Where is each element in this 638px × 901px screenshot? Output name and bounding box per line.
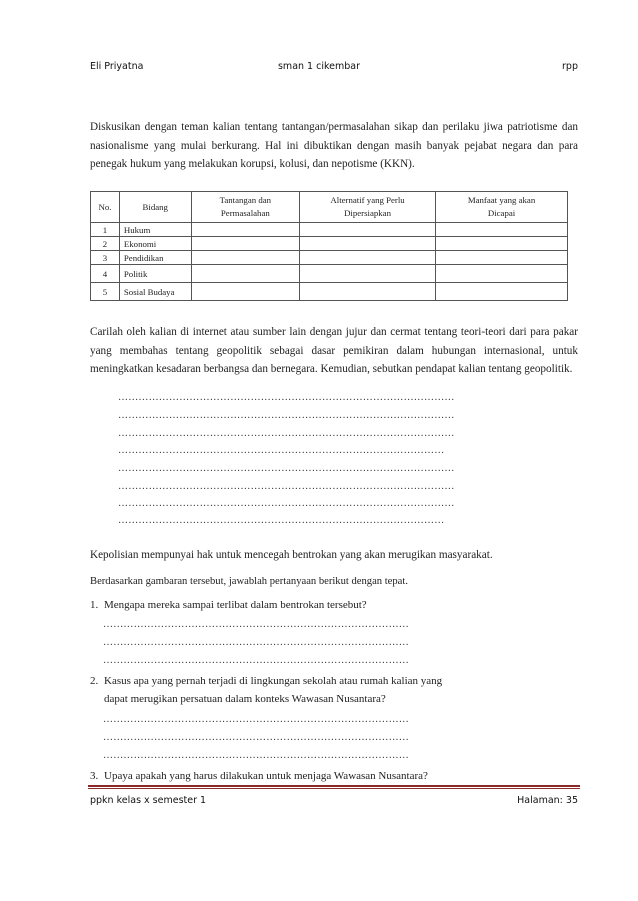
question-3: 3. Upaya apakah yang harus dilakukan untuk menjaga Wawasan Nusantara? [90, 770, 428, 782]
table-cell[interactable] [191, 223, 299, 237]
table-row: 1 Hukum [91, 223, 568, 237]
footer-subject: ppkn kelas x semester 1 [90, 795, 207, 806]
header-author: Eli Priyatna [90, 61, 144, 72]
header-doc-type: rpp [562, 61, 578, 72]
table-cell[interactable] [191, 283, 299, 301]
table-cell[interactable] [300, 265, 436, 283]
table-cell[interactable] [436, 265, 568, 283]
table-cell[interactable] [436, 283, 568, 301]
page-number: Halaman: 35 [517, 795, 578, 806]
question-1: 1. Mengapa mereka sampai terlibat dalam bentrokan tersebut? [90, 599, 367, 611]
police-statement: Kepolisian mempunyai hak untuk mencegah bentrokan yang akan merugikan masyarakat. [90, 549, 493, 561]
footer-rule-thin [88, 788, 580, 789]
kkn-table [90, 191, 568, 301]
table-cell[interactable] [191, 237, 299, 251]
col-tantangan: Tantangan dan Permasalahan [191, 192, 299, 223]
answer-line[interactable]: ……………………………………………………………………………………… [118, 463, 455, 474]
col-no: No. [91, 192, 120, 223]
answer-line[interactable]: ……………………………………………………………………………… [103, 619, 409, 630]
table-header-row [91, 192, 568, 223]
answer-line[interactable]: …………………………………………………………………………………… [118, 445, 445, 456]
answer-line[interactable]: ……………………………………………………………………………………… [118, 392, 455, 403]
answer-line[interactable]: ……………………………………………………………………………………… [118, 498, 455, 509]
answer-line[interactable]: ……………………………………………………………………………… [103, 750, 409, 761]
table-cell[interactable] [300, 237, 436, 251]
table-cell[interactable] [300, 223, 436, 237]
table-cell[interactable] [191, 251, 299, 265]
answer-line[interactable]: ……………………………………………………………………………………… [118, 428, 455, 439]
answer-line[interactable]: ……………………………………………………………………………………… [118, 481, 455, 492]
answer-line[interactable]: ……………………………………………………………………………… [103, 714, 409, 725]
header-school: sman 1 cikembar [277, 61, 360, 72]
table-cell[interactable] [436, 237, 568, 251]
col-alternatif: Alternatif yang Perlu Dipersiapkan [300, 192, 436, 223]
answer-line[interactable]: ……………………………………………………………………………… [103, 655, 409, 666]
col-bidang: Bidang [119, 192, 191, 223]
table-cell[interactable] [191, 265, 299, 283]
table-cell[interactable] [436, 251, 568, 265]
table-cell[interactable] [300, 283, 436, 301]
answer-line[interactable]: ……………………………………………………………………………………… [118, 410, 455, 421]
table-cell[interactable] [300, 251, 436, 265]
research-paragraph: Carilah oleh kalian di internet atau sumber lain dengan jujur dan cermat tentang teori-teori dari para pakar yang membahas tentang geopolitik sebagai dasar pemikiran dalam hubungan internasional, untuk meningkatkan kesadaran berbangsa dan bernegara. Kemudian, sebutkan pendapat kalian tentang geopolitik. [90, 326, 578, 375]
instruction-text: Berdasarkan gambaran tersebut, jawablah pertanyaan berikut dengan tepat. [90, 576, 408, 587]
answer-line[interactable]: ……………………………………………………………………………… [103, 732, 409, 743]
discussion-paragraph: Diskusikan dengan teman kalian tentang tantangan/permasalahan sikap dan perilaku jiwa patriotisme dan nasionalisme yang mulai berkurang. Hal ini dibuktikan dengan masih banyak pejabat negara dan para penegak hukum yang melakukan korupsi, kolusi, dan nepotisme (KKN). [90, 121, 578, 170]
table-row: 4 Politik [91, 265, 568, 283]
question-2: 2. Kasus apa yang pernah terjadi di lingkungan sekolah atau rumah kalian yang dapat merugikan persatuan dalam konteks Wawasan Nusantara? [90, 675, 443, 705]
table-cell[interactable] [436, 223, 568, 237]
table-row: 2 Ekonomi [91, 237, 568, 251]
answer-line[interactable]: …………………………………………………………………………………… [118, 515, 445, 526]
footer-rule [88, 785, 580, 787]
table-row: 5 Sosial Budaya [91, 283, 568, 301]
answer-line[interactable]: ……………………………………………………………………………… [103, 637, 409, 648]
col-manfaat: Manfaat yang akan Dicapai [436, 192, 568, 223]
table-row: 3 Pendidikan [91, 251, 568, 265]
